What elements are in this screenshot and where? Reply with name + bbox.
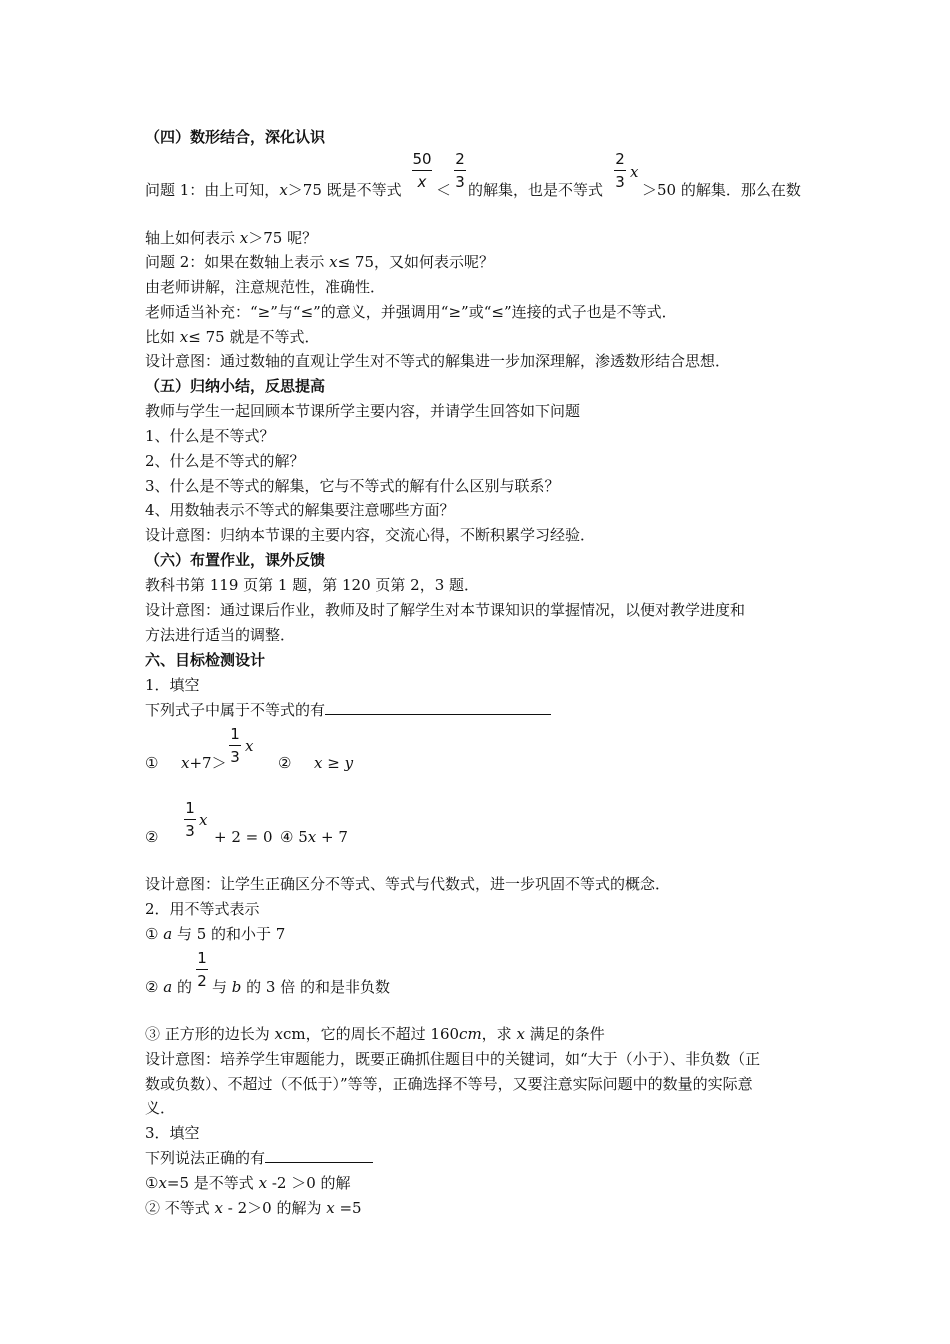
design-intent-2: 设计意图：归纳本节课的主要内容，交流心得，不断积累学习经验． [145,526,596,544]
design-intent-1: 设计意图：通过数轴的直观让学生对不等式的解集进一步加深理解，渗透数形结合思想． [145,352,731,370]
summary-question-3: 3、什么是不等式的解集，它与不等式的解有什么区别与联系？ [145,477,560,495]
teacher-supplement-line: 老师适当补充：“≥”与“≤”的意义，并强调用“≥”或“≤”连接的式子也是不等式． [145,303,677,321]
design-intent-3b: 方法进行适当的调整． [145,626,296,644]
teacher-explain-line: 由老师讲解，注意规范性，准确性． [145,278,386,296]
exercise-2-item-1: ① a 与 5 的和小于 7 [145,925,286,943]
summary-question-2: 2、什么是不等式的解？ [145,452,305,470]
exercise-2-intent-b: 数或负数）、不超过（不低于）”等等，正确选择不等号，又要注意实际问题中的数量的实际意 [145,1075,753,1093]
variable-x: x [630,163,639,181]
exercise-3-heading: 3．填空 [145,1124,200,1142]
review-line: 教师与学生一起回顾本节课所学主要内容，并请学生回答如下问题 [145,402,581,420]
exercise-1-heading: 1．填空 [145,676,200,694]
answer-blank [325,700,551,715]
section-5-title: （五）归纳小结，反思提高 [145,377,326,395]
exercise-1-item-3-mark: ② [145,828,159,846]
example-line: 比如 x≤ 75 就是不等式． [145,328,320,346]
fraction-50-over-x: 50 x [412,150,432,191]
exercise-1-item-1-mark: ① [145,754,159,772]
fraction-2-over-3: 2 3 [455,150,465,191]
design-intent-3a: 设计意图：通过课后作业，教师及时了解学生对本节课知识的掌握情况，以便对教学进度和 [145,601,746,619]
exercise-1-intent: 设计意图：让学生正确区分不等式、等式与代数式，进一步巩固不等式的概念． [145,875,671,893]
exercise-1-item-2: x ≥ y [314,754,354,772]
homework-line: 教科书第 119 页第 1 题，第 120 页第 2，3 题． [145,576,480,594]
summary-question-1: 1、什么是不等式？ [145,427,275,445]
question-1-continued: 轴上如何表示 x＞75 呢？ [145,229,318,247]
fraction-1-over-2: 1 2 [197,949,207,990]
exercise-3-prompt: 下列说法正确的有 [145,1148,373,1168]
summary-question-4: 4、用数轴表示不等式的解集要注意哪些方面？ [145,501,455,519]
exercise-1-item-1: x+7＞ [181,754,227,772]
answer-blank [265,1148,373,1163]
less-than-sign: ＜ [436,181,452,199]
exercise-1-item-3: + 2 = 0 [214,828,273,846]
exercise-2-intent-c: 义． [145,1099,176,1117]
section-6-title: （六）布置作业，课外反馈 [145,551,326,569]
question-2: 问题 2：如果在数轴上表示 x≤ 75，又如何表示呢？ [145,253,494,271]
question-1-middle: 的解集，也是不等式 [468,181,604,199]
fraction-1-over-3-second: 1 3 [185,799,195,840]
variable-x: x [199,811,208,829]
exercise-2-item-2-end: 与 b 的 3 倍 的和是非负数 [212,978,391,996]
exercise-2-item-2: ② a 的 [145,978,192,996]
exercise-2-item-3: ③ 正方形的边长为 xcm，它的周长不超过 160cm，求 x 满足的条件 [145,1025,605,1043]
fraction-2-over-3-second: 2 3 [615,150,625,191]
question-1-end: ＞50 的解集．那么在数 [642,181,801,199]
exercise-1-item-2-mark: ② [278,754,292,772]
exercise-3-item-1: ①x=5 是不等式 x -2 ＞0 的解 [145,1174,351,1192]
fraction-1-over-3: 1 3 [230,725,240,766]
question-1-line: 问题 1：由上可知，x＞75 既是不等式 [145,181,402,199]
exercise-3-item-2: ② 不等式 x - 2＞0 的解为 x =5 [145,1199,362,1217]
exercise-1-item-4: ④ 5x + 7 [280,828,348,846]
exercise-1-prompt: 下列式子中属于不等式的有 [145,700,551,720]
exercise-2-intent-a: 设计意图：培养学生审题能力，既要正确抓住题目中的关键词，如“大于（小于）、非负数（正 [145,1050,761,1068]
variable-x: x [245,737,254,755]
section-4-title: （四）数形结合，深化认识 [145,128,326,146]
exercise-2-heading: 2．用不等式表示 [145,900,260,918]
part-6-title: 六、目标检测设计 [145,651,266,669]
